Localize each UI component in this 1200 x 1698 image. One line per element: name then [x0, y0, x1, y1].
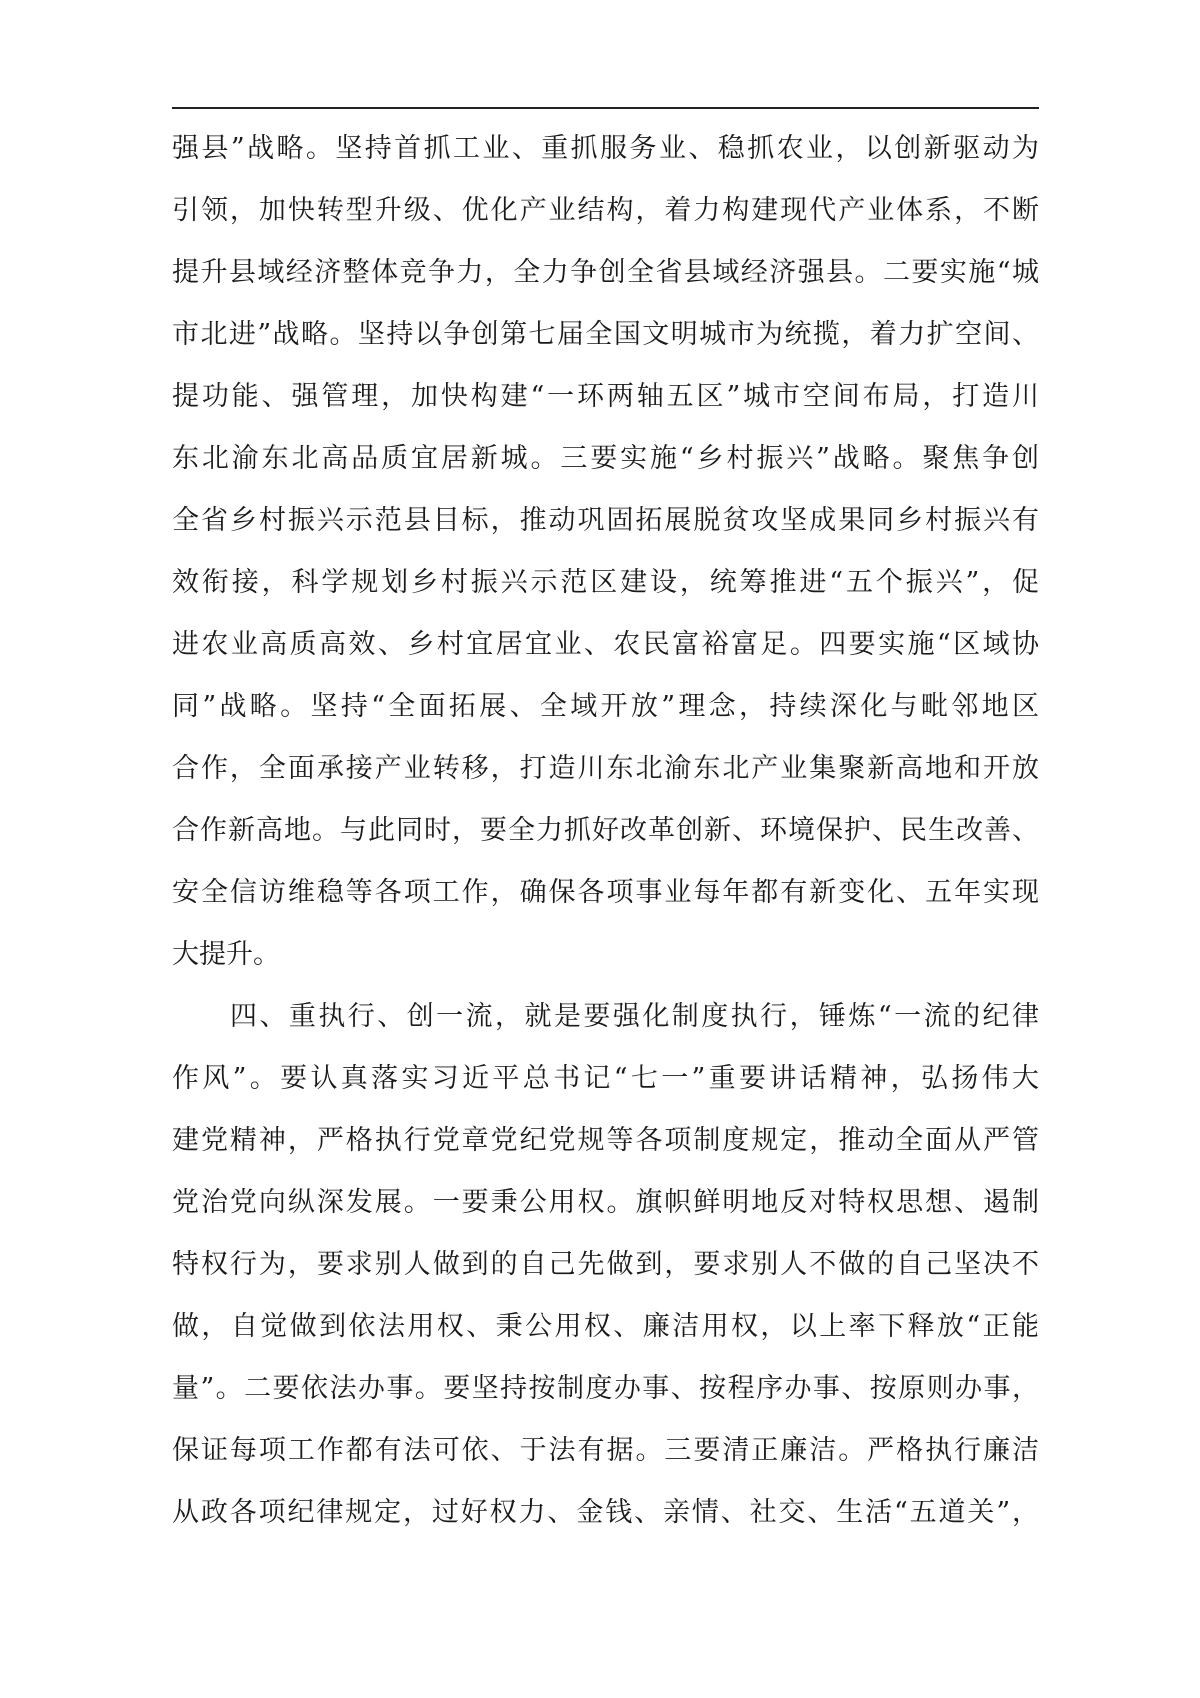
- text-line: 提功能、强管理，加快构建“一环两轴五区”城市空间布局，打造川: [172, 381, 1039, 412]
- text-line: 同”战略。坚持“全面拓展、全域开放”理念，持续深化与毗邻地区: [172, 691, 1039, 722]
- paragraph-section-four: [172, 986, 1039, 1544]
- text-line: 进农业高质高效、乡村宜居宜业、农民富裕富足。四要实施“区域协: [172, 629, 1039, 660]
- text-line: 量”。二要依法办事。要坚持按制度办事、按程序办事、按原则办事，: [172, 1373, 1039, 1404]
- body-text: [172, 118, 1039, 1544]
- text-line: 做，自觉做到依法用权、秉公用权、廉洁用权，以上率下释放“正能: [172, 1311, 1039, 1342]
- text-line: 作风”。要认真落实习近平总书记“七一”重要讲话精神，弘扬伟大: [172, 1063, 1039, 1094]
- text-line: 建党精神，严格执行党章党纪党规等各项制度规定，推动全面从严管: [172, 1125, 1039, 1156]
- text-line: 从政各项纪律规定，过好权力、金钱、亲情、社交、生活“五道关”，: [172, 1497, 1039, 1528]
- text-line: 党治党向纵深发展。一要秉公用权。旗帜鲜明地反对特权思想、遏制: [172, 1187, 1039, 1218]
- text-line: 特权行为，要求别人做到的自己先做到，要求别人不做的自己坚决不: [172, 1249, 1039, 1280]
- header-rule: [172, 107, 1039, 109]
- text-line: 四、重执行、创一流，就是要强化制度执行，锤炼“一流的纪律: [230, 1001, 1039, 1032]
- text-line: 提升县域经济整体竞争力，全力争创全省县域经济强县。二要实施“城: [172, 257, 1039, 288]
- text-line: 全省乡村振兴示范县目标，推动巩固拓展脱贫攻坚成果同乡村振兴有: [172, 505, 1039, 536]
- text-line: 效衔接，科学规划乡村振兴示范区建设，统筹推进“五个振兴”，促: [172, 567, 1039, 598]
- text-line: 安全信访维稳等各项工作，确保各项事业每年都有新变化、五年实现: [172, 877, 1039, 908]
- text-line: 引领，加快转型升级、优化产业结构，着力构建现代产业体系，不断: [172, 195, 1039, 226]
- text-line: 市北进”战略。坚持以争创第七届全国文明城市为统揽，着力扩空间、: [172, 319, 1039, 350]
- text-line: 大提升。: [172, 939, 280, 970]
- text-line: 强县”战略。坚持首抓工业、重抓服务业、稳抓农业，以创新驱动为: [172, 133, 1039, 164]
- text-line: 合作，全面承接产业转移，打造川东北渝东北产业集聚新高地和开放: [172, 753, 1039, 784]
- text-line: 合作新高地。与此同时，要全力抓好改革创新、环境保护、民生改善、: [172, 815, 1039, 846]
- text-line: 东北渝东北高品质宜居新城。三要实施“乡村振兴”战略。聚焦争创: [172, 443, 1039, 474]
- text-line: 保证每项工作都有法可依、于法有据。三要清正廉洁。严格执行廉洁: [172, 1435, 1039, 1466]
- paragraph-continued: [172, 118, 1039, 986]
